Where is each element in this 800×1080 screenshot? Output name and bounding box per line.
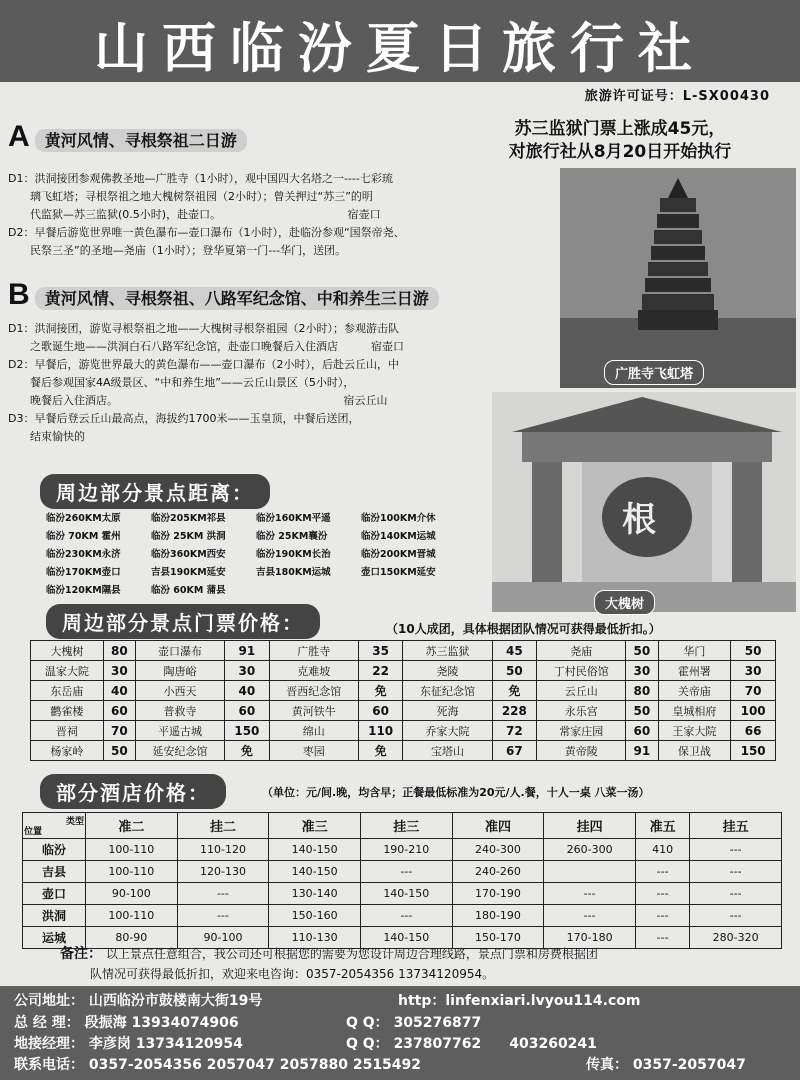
hotel-col-header: 挂二 [177, 813, 269, 839]
ticket-price: 60 [626, 721, 658, 741]
hotel-price: 80-90 [86, 927, 178, 949]
tour-b-letter: B [8, 278, 30, 311]
attraction-name: 尧庙 [537, 641, 626, 661]
attraction-name: 苏三监狱 [403, 641, 492, 661]
itinerary-line: D1：洪洞接团，游览寻根祭祖之地——大槐树寻根祭祖园（2小时）；参观游击队 [8, 322, 399, 335]
attraction-name: 陶唐峪 [135, 661, 224, 681]
hotel-price: 140-150 [360, 883, 452, 905]
hotels-table [22, 812, 782, 949]
hotel-price: 410 [635, 839, 689, 861]
hotel-header-row [23, 813, 782, 839]
ticket-price: 70 [103, 721, 135, 741]
dm-qq-label: Q Q： [346, 1036, 389, 1052]
attraction-name: 平遥古城 [135, 721, 224, 741]
attraction-name: 广胜寺 [269, 641, 358, 661]
hotel-row [23, 839, 782, 861]
itinerary-line: D1：洪洞接团参观佛教圣地—广胜寺（1小时），观中国四大名塔之一----七彩琉 [8, 172, 393, 185]
hotel-price: --- [360, 905, 452, 927]
itinerary-line: D2：早餐后，游览世界最大的黄色瀑布——壶口瀑布（2小时），后赴云丘山，中 [8, 358, 399, 371]
distances-grid [46, 510, 466, 600]
distance-cell: 临汾360KM西安 [151, 549, 226, 560]
ticket-price: 150 [225, 721, 270, 741]
gm-qq-label: Q Q： [346, 1015, 389, 1031]
attraction-name: 延安纪念馆 [135, 741, 224, 761]
tel-value: 0357-2054356 2057047 2057880 2515492 [88, 1057, 422, 1073]
pagoda-illustration [560, 168, 796, 388]
hotel-location: 洪洞 [23, 905, 86, 927]
attraction-name: 壶口瀑布 [135, 641, 224, 661]
attraction-name: 霍州署 [658, 661, 731, 681]
dm-qq-value: 237807762 403260241 [393, 1036, 597, 1052]
attraction-name: 晋西纪念馆 [269, 681, 358, 701]
hotel-price: --- [690, 883, 782, 905]
hotel-price: 180-190 [452, 905, 544, 927]
hotel-price: --- [177, 883, 269, 905]
ticket-price: 50 [103, 741, 135, 761]
distance-cell: 临汾205KM祁县 [151, 513, 226, 524]
ticket-price: 免 [492, 681, 537, 701]
hotel-location: 临汾 [23, 839, 86, 861]
attraction-name: 常家庄园 [537, 721, 626, 741]
pagoda-photo [560, 168, 796, 388]
ticket-price: 228 [492, 701, 537, 721]
hotel-price [544, 861, 636, 883]
hotel-price: 190-210 [360, 839, 452, 861]
hotel-price: 110-130 [269, 927, 361, 949]
hotel-col-header: 准三 [269, 813, 361, 839]
attraction-name: 克难坡 [269, 661, 358, 681]
distance-row [46, 582, 466, 600]
tel-row [14, 1056, 421, 1074]
ticket-row [31, 661, 776, 681]
attraction-name: 普救寺 [135, 701, 224, 721]
distance-cell: 临汾 70KM 霍州 [46, 531, 121, 542]
hotel-price: 90-100 [86, 883, 178, 905]
ticket-price: 50 [626, 701, 658, 721]
tour-b-itinerary [8, 320, 563, 446]
hotel-price: --- [544, 905, 636, 927]
ticket-price: 66 [731, 721, 776, 741]
hotel-price: --- [690, 861, 782, 883]
hotel-price: 100-110 [86, 905, 178, 927]
attraction-name: 东征纪念馆 [403, 681, 492, 701]
ticket-price: 67 [492, 741, 537, 761]
tour-a-letter: A [8, 120, 30, 153]
gate-caption: 大槐树 [594, 590, 655, 615]
price-notice [440, 118, 800, 164]
remark [60, 944, 790, 984]
hotel-price: 140-150 [269, 839, 361, 861]
distances-title: 周边部分景点距离： [40, 474, 270, 509]
hotels-note: （单位：元/间.晚，均含早；正餐最低标准为20元/人.餐，十人一桌 八菜一汤） [262, 786, 650, 799]
tour-a-itinerary [8, 170, 563, 260]
hotel-price: --- [690, 905, 782, 927]
fax-row [586, 1056, 746, 1074]
attraction-name: 皇城相府 [658, 701, 731, 721]
distance-cell: 临汾260KM太原 [46, 513, 121, 524]
dm-value: 李彦岗 13734120954 [88, 1036, 243, 1052]
ticket-row [31, 721, 776, 741]
corner-location-label: 位置 [24, 827, 43, 837]
attraction-name: 黄河铁牛 [269, 701, 358, 721]
hotel-price: --- [635, 927, 689, 949]
attraction-name: 枣园 [269, 741, 358, 761]
address-row [14, 992, 262, 1010]
dm-label: 地接经理： [14, 1036, 84, 1052]
hotel-price: --- [544, 883, 636, 905]
distance-cell: 壶口150KM延安 [361, 567, 436, 578]
attraction-name: 死海 [403, 701, 492, 721]
fax-value: 0357-2057047 [632, 1057, 746, 1073]
itinerary-line: 璃飞虹塔；寻根祭祖之地大槐树祭祖园（2小时）；曾关押过“苏三”的明 [8, 190, 373, 203]
ticket-price: 80 [103, 641, 135, 661]
attraction-name: 绵山 [269, 721, 358, 741]
fax-label: 传真： [586, 1057, 628, 1073]
website-link[interactable]: http：linfenxiari.lvyou114.com [398, 993, 641, 1009]
gm-qq-value: 305276877 [393, 1015, 482, 1031]
ticket-price: 72 [492, 721, 537, 741]
notice-line-1: 苏三监狱门票上涨成45元， [514, 119, 726, 139]
ticket-price: 50 [731, 641, 776, 661]
hotel-col-header: 准五 [635, 813, 689, 839]
itinerary-line: 民祭三圣”的圣地—尧庙（1小时）；登华夏第一门---华门，送团。 [8, 244, 347, 257]
ticket-price: 免 [358, 681, 403, 701]
itinerary-line: 代监狱—苏三监狱(0.5小时)，赴壶口。 宿壶口 [8, 208, 381, 221]
gm-label: 总 经 理： [14, 1015, 80, 1031]
ticket-price: 30 [731, 661, 776, 681]
hotel-price: 140-150 [269, 861, 361, 883]
distance-row [46, 528, 466, 546]
hotel-location: 运城 [23, 927, 86, 949]
notice-line-2: 对旅行社从8月20日开始执行 [508, 142, 732, 162]
ticket-price: 40 [225, 681, 270, 701]
attraction-name: 保卫战 [658, 741, 731, 761]
hotel-col-header: 挂五 [690, 813, 782, 839]
tour-a-title: 黄河风情、寻根祭祖二日游 [35, 129, 247, 152]
attraction-name: 丁村民俗馆 [537, 661, 626, 681]
ticket-price: 50 [492, 661, 537, 681]
hotel-price: 150-160 [269, 905, 361, 927]
hotel-price: --- [635, 883, 689, 905]
itinerary-line: D2：早餐后游览世界唯一黄色瀑布—壶口瀑布（1小时），赴临汾参观“国祭帝尧、 [8, 226, 405, 239]
attraction-name: 小西天 [135, 681, 224, 701]
distance-cell: 临汾140KM运城 [361, 531, 436, 542]
gm-qq-row [346, 1014, 481, 1032]
hotel-col-header: 挂三 [360, 813, 452, 839]
attraction-name: 杨家岭 [31, 741, 104, 761]
hotel-col-header: 准四 [452, 813, 544, 839]
ticket-price: 100 [731, 701, 776, 721]
ticket-price: 免 [225, 741, 270, 761]
gate-character: 根 [622, 500, 656, 540]
ticket-price: 91 [626, 741, 658, 761]
hotel-price: 100-110 [86, 861, 178, 883]
ticket-price: 30 [225, 661, 270, 681]
itinerary-line: 晚餐后入住酒店。 宿云丘山 [8, 394, 388, 407]
agency-title: 山西临汾夏日旅行社 [94, 16, 706, 80]
attraction-name: 华门 [658, 641, 731, 661]
pagoda-caption: 广胜寺飞虹塔 [604, 360, 704, 385]
ticket-price: 30 [103, 661, 135, 681]
hotel-row [23, 861, 782, 883]
attraction-name: 温家大院 [31, 661, 104, 681]
hotel-price: 280-320 [690, 927, 782, 949]
corner-type-label: 类型 [65, 817, 84, 827]
attraction-name: 鹳雀楼 [31, 701, 104, 721]
distance-cell: 吉县180KM运城 [256, 567, 331, 578]
attraction-name: 黄帝陵 [537, 741, 626, 761]
attraction-name: 乔家大院 [403, 721, 492, 741]
hotel-price: 90-100 [177, 927, 269, 949]
distance-cell: 吉县190KM延安 [151, 567, 226, 578]
distance-cell: 临汾190KM长治 [256, 549, 331, 560]
hotel-price: --- [635, 905, 689, 927]
ticket-price: 60 [103, 701, 135, 721]
hotel-price: --- [360, 861, 452, 883]
gm-row [14, 1014, 239, 1032]
distance-cell: 临汾160KM平遥 [256, 513, 331, 524]
attraction-name: 宝塔山 [403, 741, 492, 761]
ticket-price: 60 [358, 701, 403, 721]
gm-value: 段振海 13934074906 [84, 1015, 239, 1031]
distance-cell: 临汾170KM壶口 [46, 567, 121, 578]
attraction-name: 云丘山 [537, 681, 626, 701]
ticket-price: 免 [358, 741, 403, 761]
ticket-price: 40 [103, 681, 135, 701]
distance-cell: 临汾200KM晋城 [361, 549, 436, 560]
itinerary-line: 结束愉快的 [8, 430, 85, 443]
ticket-row [31, 741, 776, 761]
address-label: 公司地址： [14, 993, 84, 1009]
distance-cell: 临汾230KM永济 [46, 549, 121, 560]
ticket-price: 70 [731, 681, 776, 701]
hotel-price: 240-260 [452, 861, 544, 883]
hotel-price: --- [690, 839, 782, 861]
itinerary-line: 餐后参观国家4A级景区、“中和养生地”——云丘山景区（5小时）， [8, 376, 355, 389]
corner-cell [23, 813, 86, 839]
ticket-price: 150 [731, 741, 776, 761]
remark-line-1: 以上景点任意组合，我公司还可根据您的需要为您设计周边合理线路，景点门票和房费根据团 [105, 947, 598, 961]
remark-line-2: 队情况可获得最低折扣，欢迎来电咨询：0357-2054356 13734120954。 [90, 967, 495, 981]
ticket-price: 45 [492, 641, 537, 661]
distance-row [46, 510, 466, 528]
ticket-price: 35 [358, 641, 403, 661]
hotel-col-header: 准二 [86, 813, 178, 839]
address-value: 山西临汾市鼓楼南大街19号 [88, 993, 263, 1009]
hotel-price: 170-190 [452, 883, 544, 905]
distance-cell: 临汾 25KM 洪洞 [151, 531, 226, 542]
distance-cell: 临汾 60KM 蒲县 [151, 585, 226, 596]
attraction-name: 关帝庙 [658, 681, 731, 701]
ticket-price: 30 [626, 661, 658, 681]
hotel-price: 260-300 [544, 839, 636, 861]
ticket-row [31, 701, 776, 721]
attraction-name: 晋祠 [31, 721, 104, 741]
attraction-name: 永乐宫 [537, 701, 626, 721]
ticket-price: 110 [358, 721, 403, 741]
hotel-location: 壶口 [23, 883, 86, 905]
distance-cell: 临汾120KM隰县 [46, 585, 121, 596]
dm-row [14, 1035, 243, 1053]
gate-photo [492, 392, 796, 612]
tour-b-title: 黄河风情、寻根祭祖、八路军纪念馆、中和养生三日游 [35, 287, 439, 310]
ticket-price: 60 [225, 701, 270, 721]
tickets-table [30, 640, 776, 761]
itinerary-line: 之歌诞生地——洪洞白石八路军纪念馆，赴壶口晚餐后入住酒店 宿壶口 [8, 340, 404, 353]
license-number: 旅游许可证号：L-SX00430 [584, 89, 770, 104]
hotel-row [23, 883, 782, 905]
attraction-name: 王家大院 [658, 721, 731, 741]
tickets-title: 周边部分景点门票价格： [46, 604, 320, 639]
itinerary-line: D3：早餐后登云丘山最高点，海拔约1700米——玉皇顶，中餐后送团， [8, 412, 360, 425]
ticket-row [31, 641, 776, 661]
ticket-price: 91 [225, 641, 270, 661]
ticket-row [31, 681, 776, 701]
ticket-price: 50 [626, 641, 658, 661]
dm-qq-row [346, 1035, 597, 1053]
attraction-name: 东岳庙 [31, 681, 104, 701]
hotel-price: 150-170 [452, 927, 544, 949]
hotel-col-header: 挂四 [544, 813, 636, 839]
hotel-price: --- [177, 905, 269, 927]
footer [0, 986, 800, 1080]
hotel-row [23, 905, 782, 927]
tour-a-header [8, 120, 247, 154]
hotel-price: 130-140 [269, 883, 361, 905]
tel-label: 联系电话： [14, 1057, 84, 1073]
hotel-price: 170-180 [544, 927, 636, 949]
hotel-price: --- [635, 861, 689, 883]
hotel-price: 240-300 [452, 839, 544, 861]
distance-cell: 临汾 25KM襄汾 [256, 531, 328, 542]
tour-b-header [8, 278, 439, 312]
ticket-price: 80 [626, 681, 658, 701]
remark-label: 备注： [60, 946, 102, 962]
distance-row [46, 564, 466, 582]
hotel-location: 吉县 [23, 861, 86, 883]
attraction-name: 尧陵 [403, 661, 492, 681]
hotel-price: 140-150 [360, 927, 452, 949]
hotels-title: 部分酒店价格： [40, 774, 226, 809]
ticket-price: 22 [358, 661, 403, 681]
hotel-price: 110-120 [177, 839, 269, 861]
distance-row [46, 546, 466, 564]
distance-cell: 临汾100KM介休 [361, 513, 436, 524]
hotel-price: 100-110 [86, 839, 178, 861]
attraction-name: 大槐树 [31, 641, 104, 661]
tickets-note: （10人成团，具体根据团队情况可获得最低折扣。） [386, 622, 661, 636]
hotel-price: 120-130 [177, 861, 269, 883]
